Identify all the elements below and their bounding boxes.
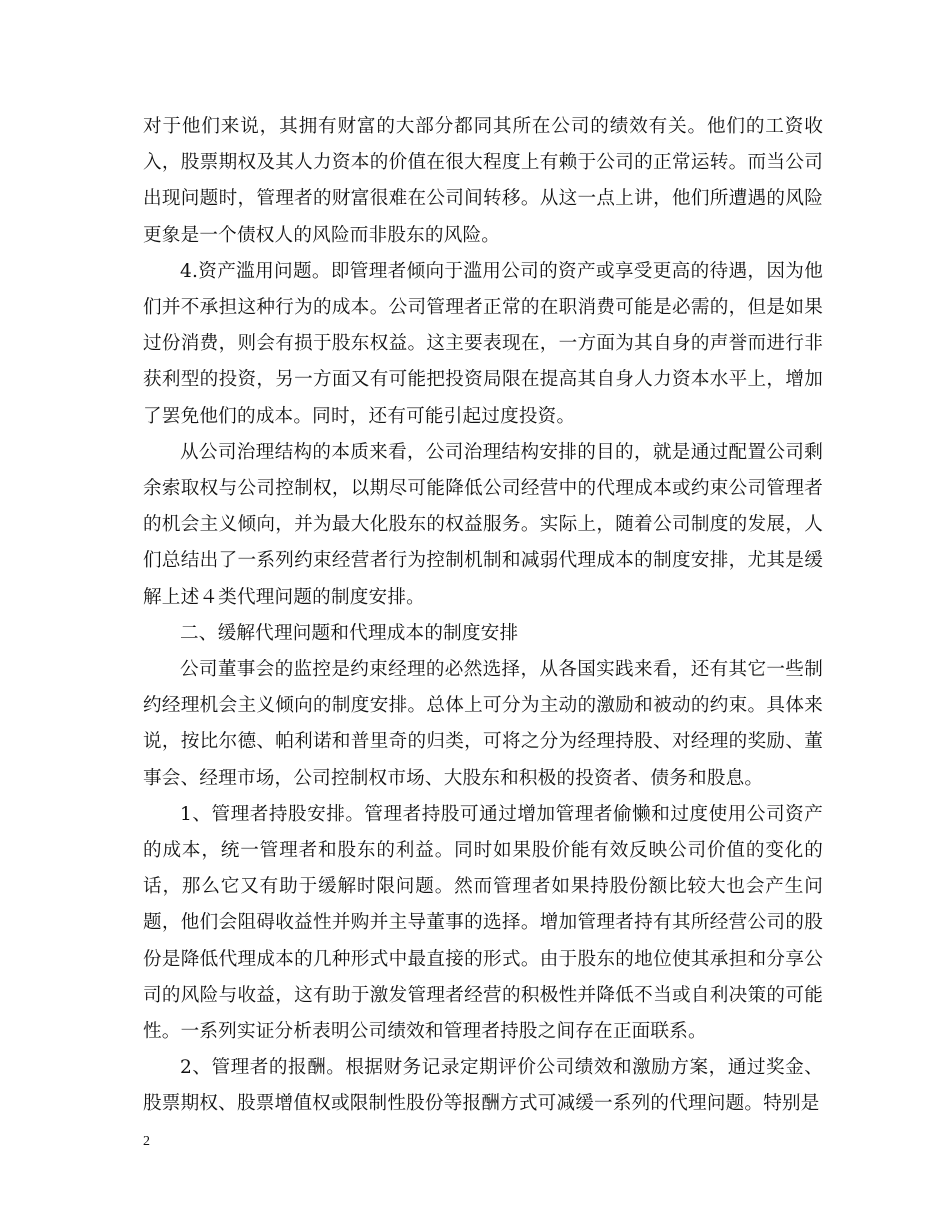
page-number: 2 — [143, 1134, 150, 1149]
paragraph-3: 从公司治理结构的本质来看，公司治理结构安排的目的，就是通过配置公司剩余索取权与公司控制权，以期尽可能降低公司经营中的代理成本或约束公司管理者的机会主义倾向，并为最大化股东的权益服务。实际上，随着公司制度的发展，人们总结出了一系列约束经营者行为控制机制和减弱代理成本的制度安排，尤其是缓解上述４类代理问题的制度安排。 — [143, 441, 823, 608]
paragraph-5: 1、管理者持股安排。管理者持股可通过增加管理者偷懒和过度使用公司资产的成本，统一管理者和股东的利益。同时如果股价能有效反映公司价值的变化的话，那么它又有助于缓解时限问题。然而管理者如果持股份额比较大也会产生问题，他们会阻碍收益性并购并主导董事的选择。增加管理者持有其所经营公司的股份是降低代理成本的几种形式中最直接的形式。由于股东的地位使其承担和分享公司的风险与收益，这有助于激发管理者经营的积极性并降低不当或自利决策的可能性。一系列实证分析表明公司绩效和管理者持股之间存在正面联系。 — [143, 803, 823, 1043]
paragraph-2: 4.资产滥用问题。即管理者倾向于滥用公司的资产或享受更高的待遇，因为他们并不承担这种行为的成本。公司管理者正常的在职消费可能是必需的，但是如果过份消费，则会有损于股东权益。这主要表现在，一方面为其自身的声誉而进行非获利型的投资，另一方面又有可能把投资局限在提高其自身人力资本水平上，增加了罢免他们的成本。同时，还有可能引起过度投资。 — [143, 260, 823, 427]
paragraph-6: 2、管理者的报酬。根据财务记录定期评价公司绩效和激励方案，通过奖金、股票期权、股票增值权或限制性股份等报酬方式可减缓一系列的代理问题。特别是 — [143, 1057, 823, 1115]
document-body — [143, 109, 823, 1123]
section-heading: 二、缓解代理问题和代理成本的制度安排 — [180, 622, 519, 644]
paragraph-4: 公司董事会的监控是约束经理的必然选择，从各国实践来看，还有其它一些制约经理机会主义倾向的制度安排。总体上可分为主动的激励和被动的约束。具体来说，按比尔德、帕利诺和普里奇的归类，可将之分为经理持股、对经理的奖励、董事会、经理市场，公司控制权市场、大股东和积极的投资者、债务和股息。 — [143, 659, 823, 789]
paragraph-1: 对于他们来说，其拥有财富的大部分都同其所在公司的绩效有关。他们的工资收入，股票期权及其人力资本的价值在很大程度上有赖于公司的正常运转。而当公司出现问题时，管理者的财富很难在公司间转移。从这一点上讲，他们所遭遇的风险更象是一个债权人的风险而非股东的风险。 — [143, 116, 823, 246]
